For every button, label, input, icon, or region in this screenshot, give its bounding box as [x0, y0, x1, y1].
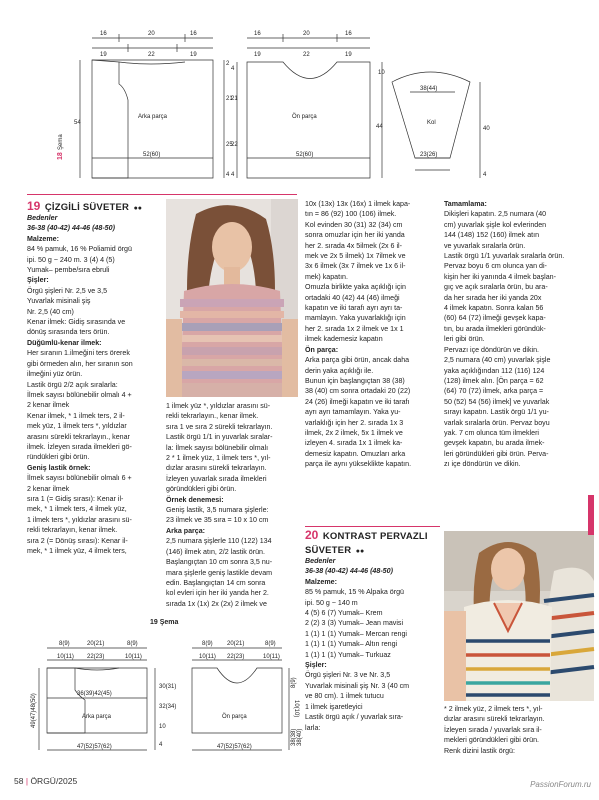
front-label: Ön parça [292, 114, 317, 120]
text-line: Bedenler [27, 214, 58, 222]
text-line: 2 kenar ilmek [27, 484, 70, 493]
text-line: arasını sürekli tekrarlayın., kenar [27, 432, 130, 441]
section20-title2: SÜVETER [305, 545, 352, 556]
text-line: Geniş lastik, 3,5 numara şişlerle: [166, 506, 269, 515]
b-front-bottom: 47(52)57(62) [217, 744, 252, 750]
text-line: Düğümlü-kenar ilmek: [27, 338, 102, 347]
text-line: sırayı kapatın. Lastik örgü 1/1 yu- [444, 408, 549, 417]
b-back-left: 49(47)48(50) [31, 693, 37, 728]
text-line: yak. 7 cm olunca tüm ilmekleri [444, 428, 540, 437]
front-h4: 4 [231, 172, 235, 178]
text-line: 1 ilmek işaretleyici [305, 702, 363, 711]
section20-title1: KONTRAST PERVAZLI [322, 531, 428, 542]
front-top-w3: 16 [345, 31, 352, 37]
text-line: Tamamlama: [444, 200, 487, 208]
text-line: 36-38 (40-42) 44-46 (48-50) [27, 224, 115, 233]
text-line: tın = 86 (92) 100 (106) ilmek. [305, 210, 397, 219]
b-back-top2-2: 22(23) [87, 654, 105, 660]
text-line: Bunun için başlangıçtan 38 (38) [305, 376, 405, 385]
text-line: Kol evinden 30 (31) 32 (34) cm [305, 220, 403, 229]
text-line: Her sıranın 1.ilmeğini ters örerek [27, 349, 130, 358]
text-line: mara şişlerle geniş lastikle devam [166, 568, 273, 577]
text-line: 4 ilmek kapatın. Sonra kalan 56 [444, 304, 544, 313]
scheme-number: 18 [57, 152, 64, 160]
b-back-label: Arka parça [82, 714, 112, 720]
text-line: Lastik örgü 1/1 in yuvarlak sıralar- [166, 433, 273, 442]
text-line: 4 (5) 6 (7) Yumak– Krem [305, 609, 383, 618]
sleeve-h4: 4 [483, 172, 487, 178]
text-line: (64) 70 (72) ilmek, arka parça = [444, 387, 544, 396]
front-top-w1: 16 [254, 31, 261, 37]
back-bot-w2: 22 [148, 52, 155, 58]
text-line: Nr. 2,5 (40 cm) [27, 307, 74, 316]
b-front-r1: 8(9) [291, 677, 297, 688]
text-line: İzleyen yuvarlak sırada ilmekleri [166, 474, 267, 483]
text-line: Kenar ilmek: Gidiş sırasında ve [27, 318, 126, 327]
text-line: ilmek. İzleyen sırada ilmekleri gö- [27, 442, 132, 451]
text-line: 38 (40) cm sonra ortadaki 20 (22) [305, 387, 411, 396]
section20-number: 20 [305, 528, 319, 542]
b-back-r1: 30(31) [159, 684, 177, 690]
text-line: 1 ilmek yüz *, yıldızlar arasını sü- [166, 402, 271, 410]
divider-line-20 [305, 526, 440, 527]
text-line: demesiz kapatın. Omuzları arka [305, 449, 406, 458]
text-line: sonra omuzlar için her iki yanda [305, 231, 405, 240]
text-line: la: İlmek sayısı bölünebilir olmalı [166, 443, 269, 452]
text-line: 50 (52) 54 (56) ilmek] ve yuvarlak [444, 397, 550, 406]
text-line: mek, * 1 ilmek ters, 4 ilmek yüz, [27, 505, 127, 514]
text-line: ve yuvarlak sıralarla örün. [444, 241, 526, 250]
scheme19-title: 19 Şema [150, 619, 179, 626]
b-front-label: Ön parça [222, 714, 247, 720]
section19-number: 19 [27, 199, 41, 213]
back-total-height: 54 [74, 120, 81, 126]
text-line: 144 (148) 152 (160) ilmek atın [444, 231, 540, 240]
text-line: 10x (13x) 13x (16x) 1 ilmek kapa- [305, 200, 411, 208]
text-line: sıra 1 (= Gidiş sırası): Kenar il- [27, 494, 124, 503]
front-top-w2: 20 [303, 31, 310, 37]
text-line: (146) ilmek atın, 2/2 lastik örün. [166, 547, 265, 556]
text-line: dönüş sırasında ters örün. [27, 328, 110, 337]
front-total-width: 52(60) [296, 152, 314, 158]
text-line: tın, bu arada ilmekleri göründük- [444, 324, 546, 333]
text-line: ayrı ayrı tamamlayın. Yaka yu- [305, 408, 401, 417]
sleeve-h1: 10 [378, 70, 385, 76]
text-line: ortadaki 40 (42) 44 (46) ilmeği [305, 293, 400, 302]
text-line: Kenar ilmek, * 1 ilmek ters, 2 il- [27, 411, 125, 420]
b-front-top3: 8(9) [265, 641, 276, 647]
text-line: edin. Başlangıçtan 14 cm sonra [166, 578, 266, 587]
text-line: Pervazı içe döndürün ve dikin. [444, 345, 540, 354]
text-line: Lastik örgü açık / yuvarlak sıra- [305, 713, 404, 722]
text-line: her 2. sırada 1x 2 ilmek ve 1x 1 [305, 324, 404, 333]
text-line: mek ve 2x 5 ilmek) 1x 7ilmek ve [305, 252, 406, 261]
section19-column4 [444, 199, 584, 484]
text-line: göründükleri gibi örün. [166, 485, 237, 494]
text-line: 2,5 numara şişlerle 110 (122) 134 [166, 537, 272, 546]
text-line: 1 (1) 1 (1) Yumak– Altın rengi [305, 640, 398, 649]
page-number: 58 [14, 776, 24, 786]
sleeve-label: Kol [427, 120, 436, 126]
sleeve-h2: 44 [376, 124, 383, 130]
model-photo-striped-sweater [166, 199, 298, 397]
back-top-w1: 16 [100, 31, 107, 37]
text-line: parça ile aynı yükseklikte kapatın. [305, 460, 412, 469]
back-top-w3: 16 [190, 31, 197, 37]
sleeve-h3: 40 [483, 126, 490, 132]
sleeve-bottom: 23(26) [420, 152, 438, 158]
section19-column3 [305, 199, 440, 484]
text-line: Dikişleri kapatın. 2,5 numara (40 [444, 210, 547, 219]
text-line: İzleyen sırada / yuvarlak sıra il- [444, 725, 542, 734]
text-line: 3x 6 ilmek (3x 7 ilmek ve 1x 6 il- [305, 262, 406, 271]
difficulty-dots: ●● [133, 205, 143, 212]
back-top-w2: 20 [148, 31, 155, 37]
front-h1: 4 [231, 66, 235, 72]
section19-column2 [166, 401, 301, 621]
text-line: ilmeğini yüz örün. [27, 370, 83, 379]
text-line: 23 ilmek ve 35 sıra = 10 x 10 cm [166, 516, 269, 525]
page-footer [14, 776, 77, 786]
text-line: Örnek denemesi: [166, 495, 224, 504]
text-line: 1 ilmek ters *, yıldızlar arasını sü- [27, 515, 132, 524]
text-line: larla: [305, 723, 321, 732]
text-line: Renk dizini lastik örgü: [444, 746, 515, 755]
text-line: İlmek sayısı bölünebilir olmalı 6 + [27, 474, 132, 483]
text-line: gevşek kapatın, bu arada ilmek- [444, 439, 545, 448]
text-line: Malzeme: [27, 234, 59, 243]
b-front-r2: 10(10) [293, 700, 299, 718]
text-line: Yumak– pembe/sıra ebruli [27, 266, 110, 275]
text-line: Örgü şişleri Nr. 2,5 ve 3,5 [27, 286, 108, 295]
b-back-bottom: 47(52)57(62) [77, 744, 112, 750]
text-line: Arka parça: [166, 526, 206, 535]
text-line: Pervaz boyu 6 cm olunca yan di- [444, 262, 547, 271]
text-line: ründükleri gibi örün. [27, 453, 90, 462]
text-line: rekli tekrarlayın, kenar ilmek. [27, 526, 118, 535]
model-photo-contrast-sweater [444, 531, 594, 701]
section20-dots: ●● [355, 548, 365, 555]
text-line: Geniş lastik örnek: [27, 463, 91, 472]
text-line: kol evleri için her iki yanda her 2. [166, 589, 269, 598]
text-line: rekli tekrarlayın., kenar ilmek. [166, 412, 259, 421]
text-line: her 2. sırada 4x 5ilmek (2x 6 il- [305, 241, 402, 250]
text-line: (60) 64 (72) ilmeği gevşek kapa- [444, 314, 546, 323]
text-line: izleyen 4. sırada 1x 1 ilmek ka- [305, 439, 403, 448]
text-line: gibi örmeden alın, her sıranın son [27, 359, 133, 368]
text-line: zı içe döndürün ve dikin. [444, 460, 521, 469]
section19-title: ÇİZGİLİ SÜVETER [44, 202, 130, 213]
b-front-r3: 38(38) [291, 728, 297, 746]
text-line: 2 (2) 3 (3) Yumak– Jean mavisi [305, 619, 404, 628]
back-h1: 2 [226, 61, 230, 67]
text-line: Lastik örgü 1/1 yuvarlak sıralarla örün. [444, 252, 565, 261]
magazine-name: ÖRGÜ/2025 [30, 776, 78, 786]
text-line: 84 % pamuk, 16 % Poliamid örgü [27, 245, 132, 254]
top-diagrams [0, 0, 599, 195]
b-back-mid: 36(39)42(45) [77, 691, 112, 697]
section19-header [27, 197, 172, 213]
text-line: Başlangıçtan 10 cm sonra 3,5 nu- [166, 558, 273, 567]
text-line: leri gibi örün. [444, 335, 485, 344]
text-line: 2 kenar ilmek [27, 401, 70, 410]
b-back-top2-3: 10(11) [125, 654, 142, 660]
text-line: mek, * 1 ilmek yüz, 4 ilmek ters, [27, 547, 127, 555]
back-label: Arka parça [138, 114, 168, 120]
text-line: mamlayın. Yaka yuvarlaklığı için [305, 314, 406, 323]
text-line: Örgü şişleri Nr. 3 ve Nr. 3,5 [305, 671, 391, 680]
text-line: ilmek kademesiz kapatın [305, 335, 383, 344]
text-line: mek yüz, 1 ilmek ters *, yıldızlar [27, 422, 127, 431]
b-front-top2: 20(21) [227, 641, 245, 647]
section20-column [305, 556, 440, 776]
front-bot-w2: 22 [303, 52, 310, 58]
b-back-top3: 8(9) [127, 641, 138, 647]
b-front-top2-2: 22(23) [227, 654, 245, 660]
front-bot-w3: 19 [345, 52, 352, 58]
text-line: gıç ve açık sıralarla örün, bu ara- [444, 283, 548, 292]
text-line: ipi. 50 g ~ 140 m [305, 598, 358, 607]
text-line: Yuvarlak misinali şiş Nr. 3 (40 cm [305, 681, 410, 690]
text-line: Malzeme: [305, 577, 337, 586]
text-line: Şişler: [27, 276, 49, 285]
text-line: derin yaka açıklığı ile. [305, 366, 374, 375]
footer-sep: | [25, 776, 29, 786]
text-line: varlaklığı için her 2. sırada 1x 3 [305, 418, 404, 427]
sleeve-top: 38(44) [420, 86, 438, 92]
text-line: mekleri göründükleri gibi örün. [444, 736, 540, 745]
text-line: 2 * 1 ilmek yüz, 1 ilmek ters *, yıl- [166, 454, 271, 463]
text-line: da her sırada her iki yanda 20x [444, 293, 542, 302]
text-line: 85 % pamuk, 15 % Alpaka örgü [305, 588, 404, 597]
text-line: sıra 1 ve sıra 2 sürekli tekrarlayın. [166, 422, 273, 431]
text-line: kapatın ve iki tarafı ayrı ayrı ta- [305, 304, 403, 313]
text-line: ilmek, 2x 2 ilmek, 5x 1 ilmek ve [305, 428, 403, 437]
text-line: cm) yuvarlak şişle kol evlerinden [444, 220, 547, 229]
scheme-word: Şema [58, 134, 64, 150]
bottom-diagrams [27, 628, 302, 768]
b-back-r3: 10 [159, 724, 166, 730]
b-back-top2-1: 10(11) [57, 654, 74, 660]
text-line: Arka parça gibi örün, ancak daha [305, 356, 410, 365]
b-front-top1: 8(9) [202, 641, 213, 647]
text-line: Bedenler [305, 557, 336, 565]
text-line: Ön parça: [305, 345, 339, 354]
b-back-r4: 4 [159, 742, 163, 748]
b-front-r4: 38(40) [297, 728, 303, 746]
text-line: İlmek sayısı bölünebilir olmalı 4 + [27, 390, 132, 399]
section20-header [305, 529, 440, 557]
text-line: Omuzla birlikte yaka açıklığı için [305, 283, 406, 292]
text-line: ipi. 50 g ~ 240 m. 3 (4) 4 (5) [27, 255, 115, 264]
text-line: dızlar arasını sürekli tekrarlayın. [444, 715, 545, 724]
divider-line [27, 194, 297, 195]
page-tab-marker [588, 495, 594, 535]
back-h2: 21 [226, 96, 233, 102]
back-bot-w1: 19 [100, 52, 107, 58]
text-line: sırada 1x (1x) 2x (2x) 2 ilmek ve [166, 599, 267, 608]
back-h3: 25 [226, 142, 233, 148]
text-line: 36-38 (40-42) 44-46 (48-50) [305, 567, 393, 576]
text-line: Lastik örgü 2/2 açık sıralarla: [27, 380, 118, 389]
text-line: 1 (1) 1 (1) Yumak– Turkuaz [305, 650, 391, 659]
text-line: Şişler: [305, 661, 327, 670]
back-bot-w3: 19 [190, 52, 197, 58]
text-line: Yuvarlak misinali şiş [27, 297, 91, 306]
front-h2: 21 [231, 96, 238, 102]
text-line: dızlar arasını sürekli tekrarlayın. [166, 464, 267, 473]
text-line: varlak sıralarla örün. Pervaz boyu [444, 418, 550, 427]
front-h3: 22 [231, 142, 238, 148]
section20-column-bottom [444, 704, 584, 764]
text-line: leri göründükleri gibi örün. Perva- [444, 449, 549, 458]
b-back-r2: 32(34) [159, 704, 177, 710]
text-line: 24 (26) ilmeği kapatın ve iki tarafı [305, 397, 410, 406]
text-line: yaka açıklığından 112 (116) 124 [444, 366, 545, 375]
text-line: sıra 2 (= Dönüş sırası): Kenar il- [27, 536, 128, 545]
text-line: mek) kapatın. [305, 272, 348, 281]
b-back-top2: 20(21) [87, 641, 105, 647]
b-front-top2-1: 10(11) [199, 654, 216, 660]
front-bot-w1: 19 [254, 52, 261, 58]
text-line: ve 80 cm). 1 ilmek tutucu [305, 692, 384, 701]
b-back-top1: 8(9) [59, 641, 70, 647]
b-front-top2-3: 10(11) [263, 654, 280, 660]
watermark: PassionForum.ru [530, 780, 591, 789]
text-line: (128) ilmek alın. [Ön parça = 62 [444, 376, 544, 385]
back-h4: 4 [226, 172, 230, 178]
text-line: * 2 ilmek yüz, 2 ilmek ters *, yıl- [444, 705, 543, 713]
text-line: kişin her iki yanında 4 ilmek başlan- [444, 272, 556, 281]
text-line: 1 (1) 1 (1) Yumak– Mercan rengi [305, 629, 407, 638]
text-line: 2,5 numara (40 cm) yuvarlak şişle [444, 356, 551, 365]
back-total-width: 52(60) [143, 152, 161, 158]
